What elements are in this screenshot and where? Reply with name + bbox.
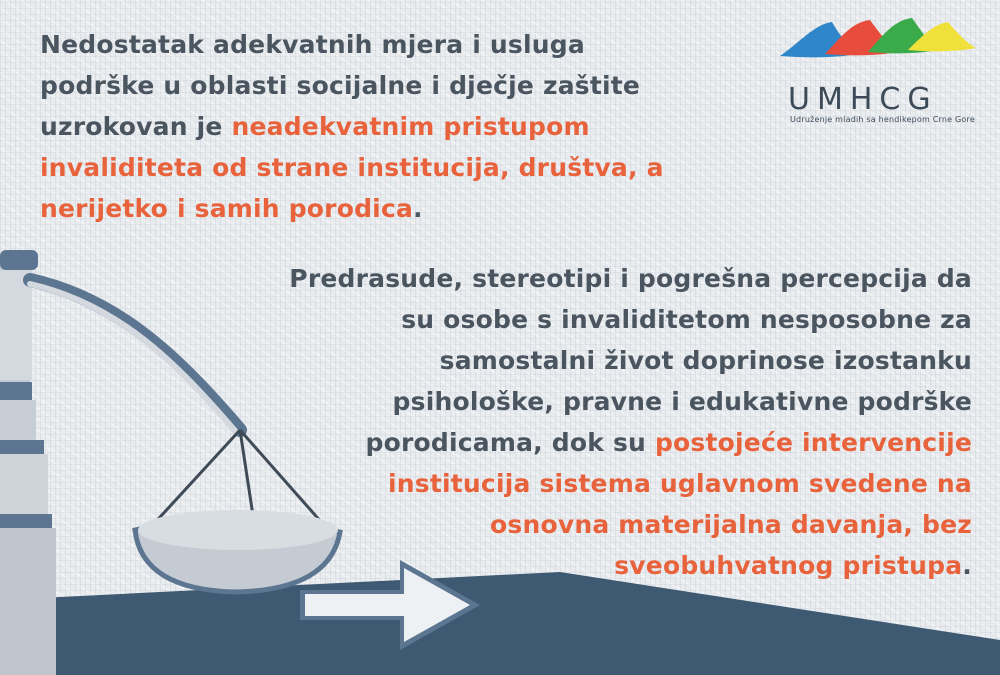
scale-beam: [30, 280, 240, 430]
paragraph-prejudice: [272, 258, 972, 586]
dark-ground-slab: [0, 572, 1000, 675]
paragraph2-text: Predrasude, stereotipi i pogrešna percepcija da su osobe s invaliditetom nesposobne za samostalni život doprinose izostanku psihološke, pravne i edukativne podrške porodicama, dok su: [289, 264, 972, 457]
paragraph2-highlight: postojeće intervencije institucija sistema uglavnom svedene na osnovna materijalna davanja, bez sveobuhvatnog pristupa: [388, 428, 972, 580]
paragraph1-text: Nedostatak adekvatnih mjera i usluga podrške u oblasti socijalne i dječje zaštite uzrokovan je: [40, 30, 641, 141]
logo-diamonds-icon: [780, 18, 976, 57]
logo-name: UMHCG: [788, 82, 938, 117]
paragraph1-highlight: neadekvatnim pristupom invaliditeta od strane institucija, društva, a nerijetko i samih porodica: [40, 112, 664, 223]
paragraph-institutional-gap: [40, 24, 700, 229]
logo-subtitle: Udruženje mladih sa hendikepom Crne Gore: [790, 115, 975, 124]
paragraph1-end: .: [413, 194, 423, 223]
paragraph2-end: .: [962, 551, 972, 580]
scale-pillar: [0, 250, 56, 675]
